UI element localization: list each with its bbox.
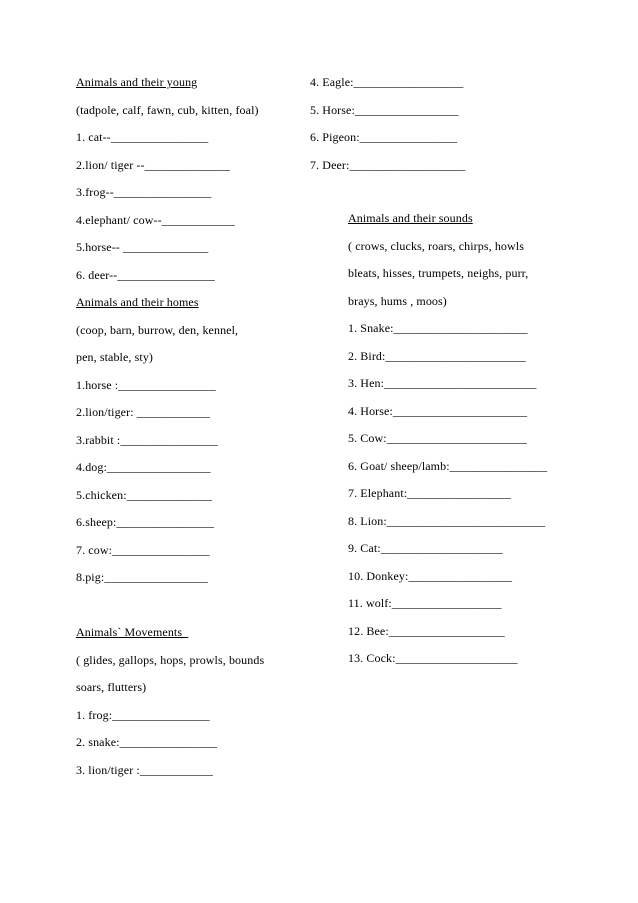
worksheet-line: 4. Horse:______________________ bbox=[348, 403, 528, 418]
worksheet-line: bleats, hisses, trumpets, neighs, purr, bbox=[348, 266, 529, 280]
section-heading: Animals and their young bbox=[76, 75, 198, 89]
section-heading: Animals and their homes bbox=[76, 295, 199, 309]
worksheet-line: 2.lion/ tiger --______________ bbox=[76, 157, 230, 172]
worksheet-line: 10. Donkey:_________________ bbox=[348, 568, 513, 583]
worksheet-line: brays, hums , moos) bbox=[348, 293, 447, 308]
worksheet-line: 3.rabbit :________________ bbox=[76, 432, 218, 447]
worksheet-line: 8.pig:_________________ bbox=[76, 570, 208, 584]
worksheet-line: 7. Elephant:_________________ bbox=[348, 486, 511, 500]
worksheet-line: 1.horse :________________ bbox=[76, 377, 216, 392]
worksheet-line: 13. Cock:____________________ bbox=[348, 651, 518, 665]
worksheet-line: (coop, barn, burrow, den, kennel, bbox=[76, 322, 239, 337]
worksheet-line: 4.dog:_________________ bbox=[76, 460, 211, 474]
worksheet-line: 9. Cat:____________________ bbox=[348, 541, 503, 555]
worksheet-line: 2. Bird:_______________________ bbox=[348, 348, 526, 363]
worksheet-line: 4. Eagle:__________________ bbox=[310, 75, 464, 89]
worksheet-line: 2.lion/tiger: ____________ bbox=[76, 405, 210, 419]
worksheet-line: 3. Hen:_________________________ bbox=[348, 376, 537, 390]
right-column-top bbox=[310, 73, 610, 183]
worksheet-line: 6. deer--________________ bbox=[76, 267, 215, 282]
worksheet-line: ( glides, gallops, hops, prowls, bounds bbox=[76, 652, 265, 667]
worksheet-line: 6. Pigeon:________________ bbox=[310, 130, 458, 144]
worksheet-line: (tadpole, calf, fawn, cub, kitten, foal) bbox=[76, 102, 259, 117]
left-column bbox=[76, 73, 306, 788]
worksheet-line: 7. Deer:___________________ bbox=[310, 157, 466, 172]
section-heading: Animals` Movements_ bbox=[76, 625, 189, 639]
worksheet-line: pen, stable, sty) bbox=[76, 350, 154, 364]
worksheet-line: 3.frog--________________ bbox=[76, 185, 212, 199]
worksheet-line: 7. cow:________________ bbox=[76, 542, 210, 557]
worksheet-line: 6.sheep:________________ bbox=[76, 515, 215, 529]
worksheet-line: 8. Lion:__________________________ bbox=[348, 513, 546, 528]
worksheet-line: 1. Snake:______________________ bbox=[348, 321, 528, 335]
worksheet-line: 2. snake:________________ bbox=[76, 735, 218, 749]
worksheet-line: 5. Horse:_________________ bbox=[310, 102, 459, 117]
worksheet-line: 5.horse-- ______________ bbox=[76, 240, 209, 254]
worksheet-line: 4.elephant/ cow--____________ bbox=[76, 212, 235, 227]
worksheet-line: soars, flutters) bbox=[76, 680, 147, 694]
worksheet-line: 6. Goat/ sheep/lamb:________________ bbox=[348, 458, 548, 473]
worksheet-line: 1. frog:________________ bbox=[76, 707, 210, 722]
worksheet-line: 1. cat--________________ bbox=[76, 130, 209, 144]
section-heading: Animals and their sounds bbox=[348, 211, 473, 225]
worksheet-line: 5. Cow:_______________________ bbox=[348, 431, 528, 445]
worksheet-line: ( crows, clucks, roars, chirps, howls bbox=[348, 238, 524, 253]
worksheet-line: 5.chicken:______________ bbox=[76, 487, 213, 502]
worksheet-line: 12. Bee:___________________ bbox=[348, 623, 505, 638]
right-column-bottom bbox=[348, 209, 618, 677]
blank-line bbox=[76, 596, 306, 624]
worksheet-line: 11. wolf:__________________ bbox=[348, 596, 502, 610]
worksheet-line: 3. lion/tiger :____________ bbox=[76, 762, 214, 777]
